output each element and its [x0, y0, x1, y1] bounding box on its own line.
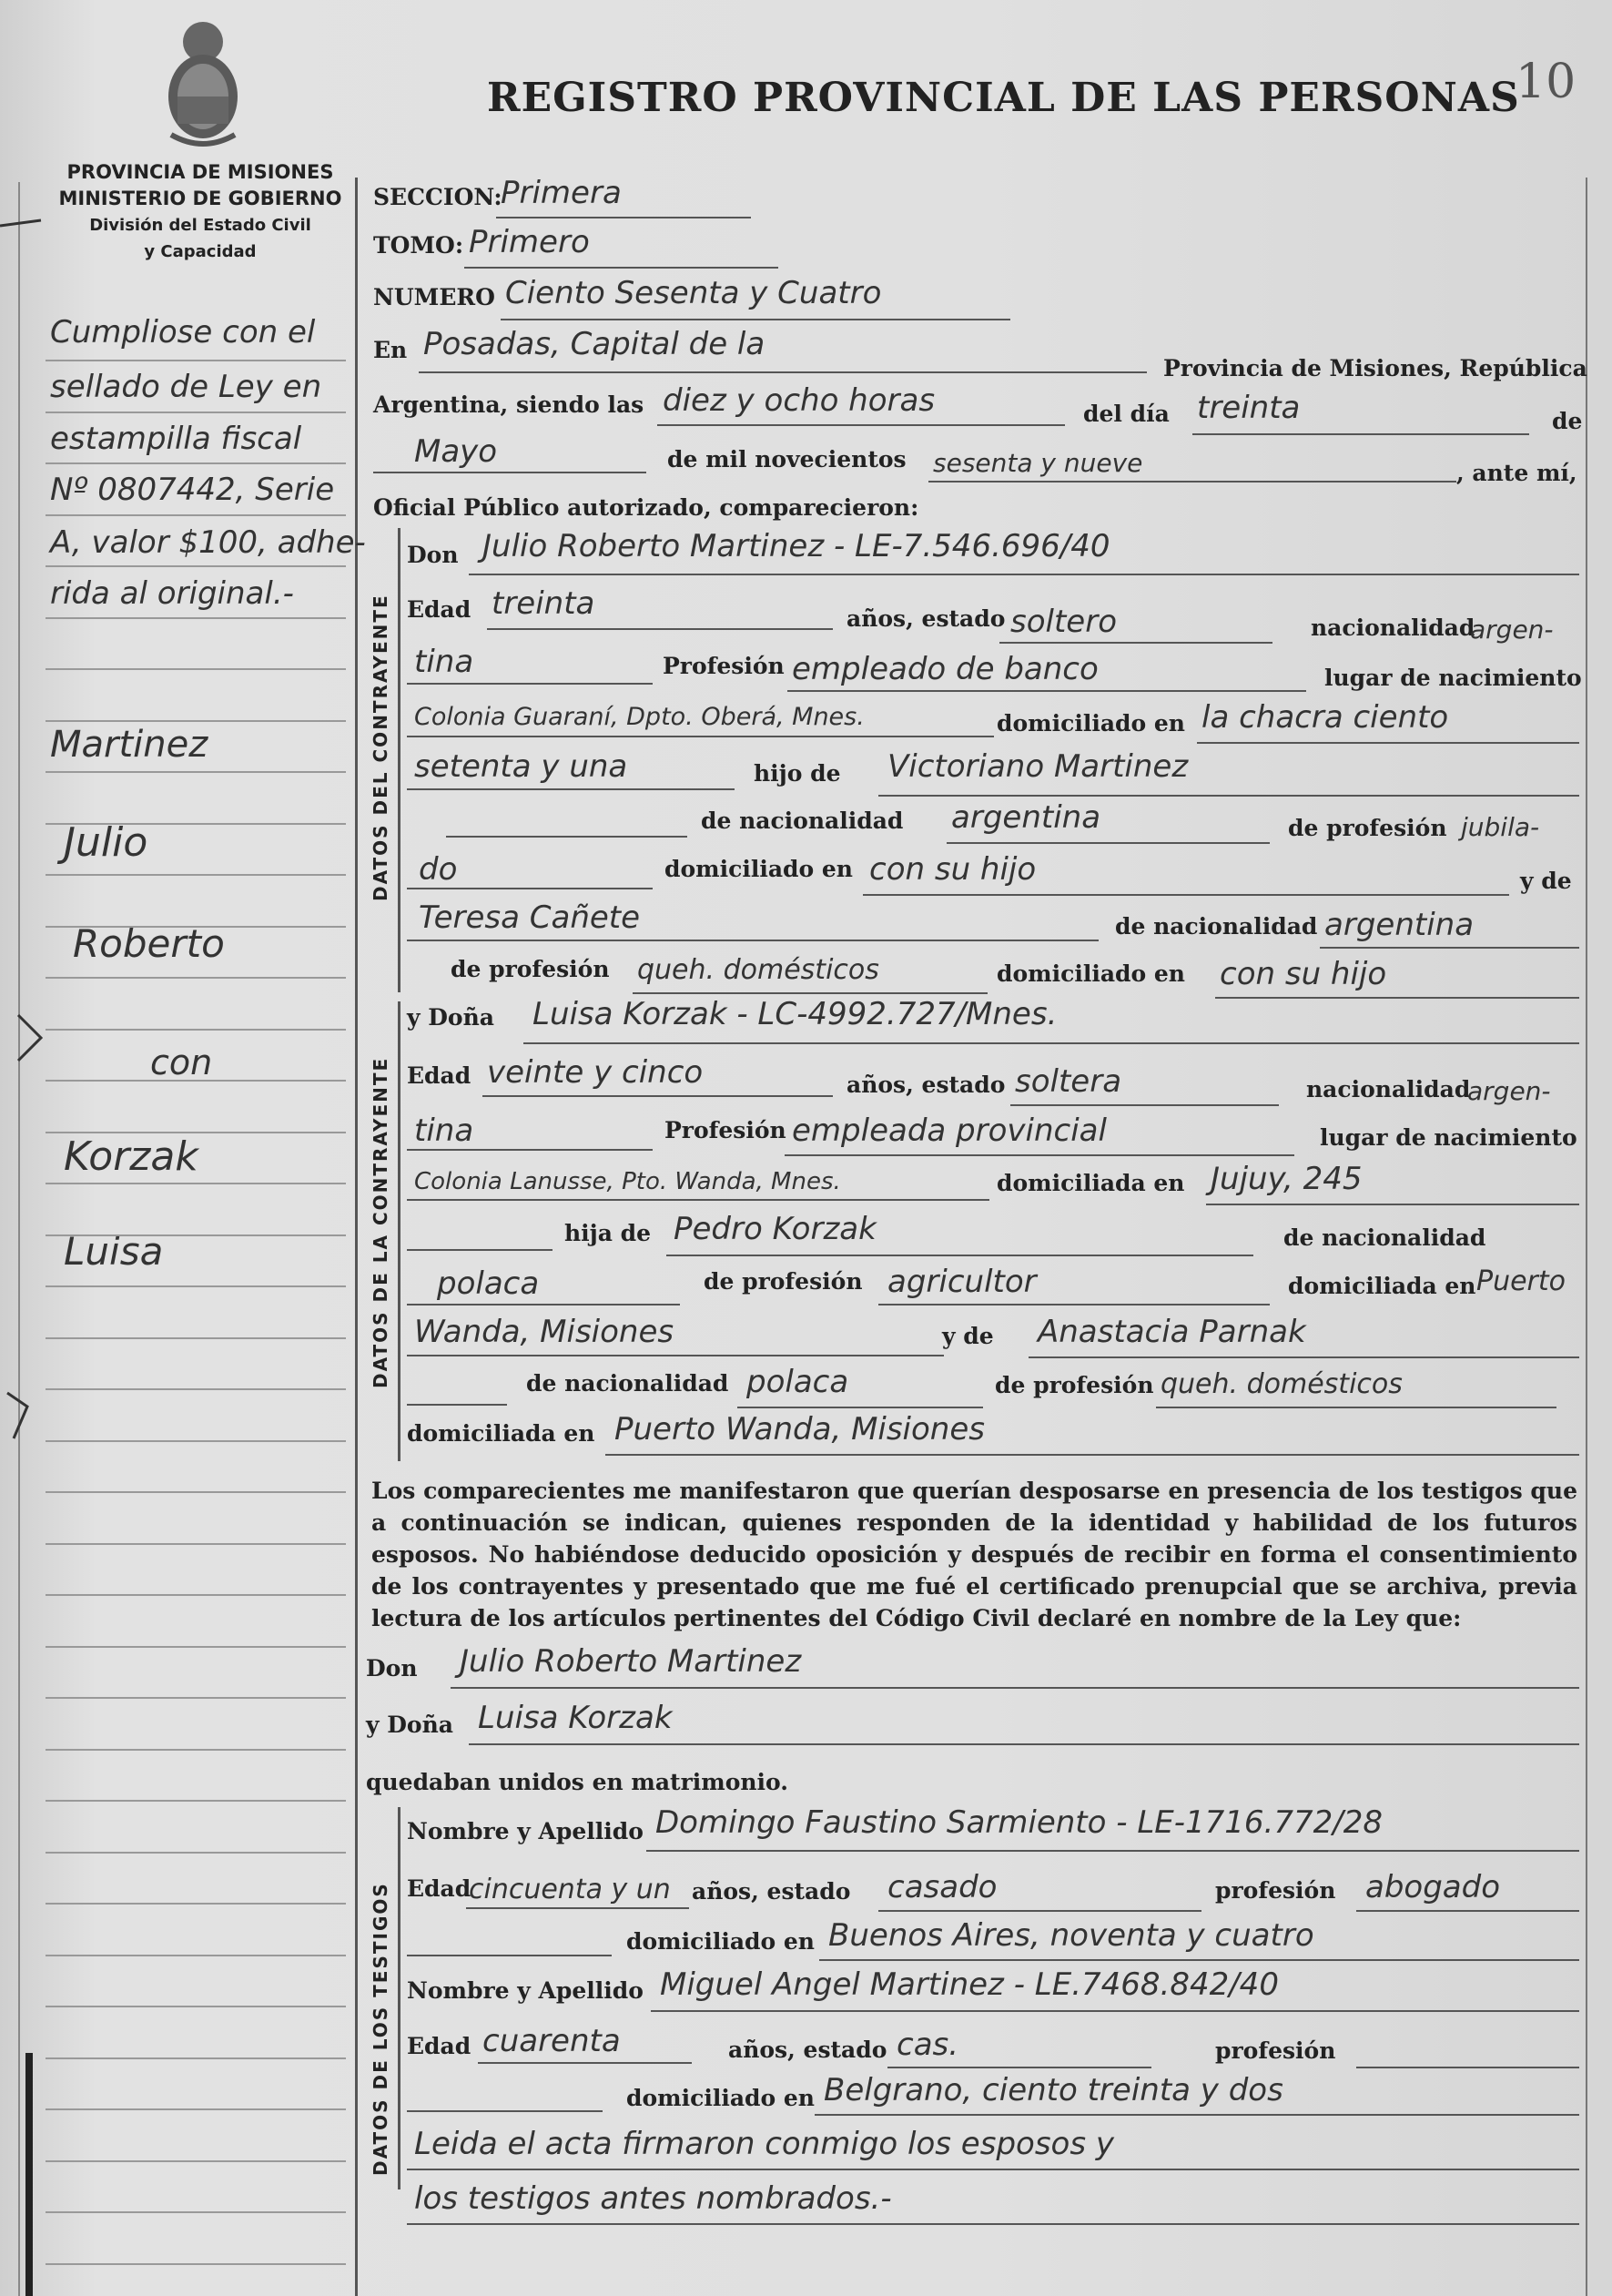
margin-ruled-line: [46, 823, 346, 825]
witness-section-label: DATOS DE LOS TESTIGOS: [370, 1882, 391, 2176]
underline: [878, 1910, 1201, 1912]
estado-label-4: años, estado: [728, 2037, 887, 2063]
en-label: En: [373, 337, 408, 363]
margin-ruled-line: [46, 1440, 346, 1442]
underline: [657, 424, 1065, 426]
underline: [947, 842, 1270, 844]
groom-section-border: [398, 528, 400, 992]
margin-note: A, valor $100, adhe-: [50, 524, 366, 561]
bride-mother-value: Anastacia Parnak: [1038, 1314, 1306, 1350]
domiciliada-label-3: domiciliada en: [407, 1420, 595, 1447]
don-label: Don: [407, 542, 459, 568]
underline: [419, 371, 1147, 373]
de-nacionalidad-label-2: de nacionalidad: [1115, 913, 1318, 940]
margin-name: Korzak: [64, 1133, 198, 1180]
bride-nationality-cont: tina: [414, 1112, 474, 1149]
margin-ruled-line: [46, 2057, 346, 2059]
tomo-label: TOMO:: [373, 232, 464, 259]
underline: [469, 574, 1579, 575]
underline: [407, 1304, 680, 1305]
underline: [407, 788, 735, 790]
underline: [815, 2114, 1579, 2116]
groom-address-cont: setenta y una: [414, 748, 628, 785]
groom-father-value: Victoriano Martinez: [887, 748, 1189, 785]
y-de-label-2: y de: [942, 1323, 994, 1349]
underline: [482, 1095, 833, 1097]
underline: [407, 940, 1099, 941]
y-dona-label-2: y Doña: [366, 1712, 453, 1738]
margin-ruled-line: [46, 462, 346, 464]
margin-ruled-line: [46, 977, 346, 979]
estado-label-2: años, estado: [847, 1072, 1006, 1098]
margin-ruled-line: [46, 1388, 346, 1390]
closing-line-2: los testigos antes nombrados.-: [414, 2180, 892, 2217]
de-profesion-label-4: de profesión: [995, 1372, 1154, 1398]
groom-nationality-value: argen-: [1470, 615, 1554, 645]
domiciliado-label-4: domiciliado en: [626, 1928, 815, 1955]
underline: [1356, 1910, 1579, 1912]
groom-mother-nationality: argentina: [1324, 907, 1475, 943]
underline: [785, 1154, 1294, 1156]
underline: [469, 1743, 1579, 1745]
underline: [1197, 742, 1579, 744]
bride-mother-address: Puerto Wanda, Misiones: [614, 1411, 985, 1448]
margin-ruled-line: [46, 1955, 346, 1956]
underline: [496, 217, 751, 218]
margin-name: Roberto: [73, 921, 225, 966]
margin-ruled-line: [46, 1543, 346, 1545]
estado-label: años, estado: [847, 605, 1006, 632]
witness1-address: Buenos Aires, noventa y cuatro: [828, 1917, 1314, 1954]
groom-mother-address: con su hijo: [1220, 956, 1387, 992]
groom-nationality-cont: tina: [414, 644, 474, 680]
margin-name: Martinez: [50, 724, 208, 766]
groom-address-value: la chacra ciento: [1201, 699, 1449, 736]
binding-mark: [25, 2053, 33, 2296]
underline: [407, 1355, 944, 1356]
underline: [466, 1907, 689, 1909]
bride-section-border: [398, 1001, 400, 1461]
declaration-paragraph: Los comparecientes me manifestaron que querían desposarse en presencia de los testigos que a continuación se indican, quienes responden de la identidad y habilidad de los futuros esposos. No habiéndose deducido oposición y después de recibir en forma el consentimiento de los contrayentes y presentado que me fué el certificado prenupcial que se archiva, previa lectura de los artículos pertinentes del Código Civil declaré en nombre de la Ley que:: [371, 1478, 1577, 1631]
underline: [407, 2110, 603, 2112]
underline: [407, 1955, 612, 1956]
de-profesion-label-3: de profesión: [704, 1268, 863, 1295]
underline: [819, 1959, 1579, 1961]
margin-ruled-line: [46, 617, 346, 619]
witness2-name: Miguel Angel Martinez - LE.7468.842/40: [660, 1966, 1279, 2003]
margin-ruled-line: [46, 1491, 346, 1493]
lugar-nac-label: lugar de nacimiento: [1324, 665, 1582, 691]
nacionalidad-label: nacionalidad: [1311, 615, 1475, 641]
margin-ruled-line: [46, 668, 346, 670]
de-profesion-label-2: de profesión: [451, 956, 610, 982]
margin-ticks: [0, 200, 55, 1475]
groom-birthplace-value: Colonia Guaraní, Dpto. Oberá, Mnes.: [414, 703, 865, 731]
groom-father-profession: jubila-: [1461, 812, 1540, 842]
underline: [633, 992, 988, 994]
coat-of-arms-seal: [153, 16, 253, 153]
margin-name: Julio: [64, 819, 148, 866]
margin-ruled-line: [46, 2263, 346, 2265]
edad-label-4: Edad: [407, 2033, 471, 2059]
margin-ruled-line: [46, 2160, 346, 2162]
profesion-label-3: profesión: [1215, 1877, 1336, 1904]
groom-father-address: con su hijo: [869, 851, 1037, 888]
de-mil-label: de mil novecientos: [667, 446, 907, 472]
margin-ruled-line: [46, 1132, 346, 1133]
argentina-label: Argentina, siendo las: [373, 391, 644, 418]
margin-ruled-line: [46, 1029, 346, 1031]
bride-father-profession: agricultor: [887, 1264, 1037, 1300]
margin-ruled-line: [46, 874, 346, 876]
margin-note: rida al original.-: [50, 575, 294, 612]
underline: [787, 690, 1306, 692]
ante-mi-label: , ante mí,: [1456, 460, 1577, 486]
bride-father-address: Puerto: [1476, 1265, 1566, 1297]
underline: [523, 1042, 1579, 1044]
declared-groom: Julio Roberto Martinez: [460, 1643, 802, 1680]
province-name: PROVINCIA DE MISIONES: [66, 161, 334, 183]
underline: [1356, 2067, 1579, 2068]
margin-ruled-line: [46, 2006, 346, 2007]
witness2-address: Belgrano, ciento treinta y dos: [824, 2072, 1283, 2108]
witness1-age: cincuenta y un: [469, 1874, 671, 1905]
underline: [878, 795, 1579, 797]
groom-status-value: soltero: [1010, 604, 1117, 640]
underline: [651, 2010, 1579, 2012]
bride-age-value: veinte y cinco: [487, 1054, 704, 1091]
underline: [407, 2223, 1579, 2225]
hora-value: diez y ocho horas: [663, 382, 936, 419]
domiciliada-label: domiciliada en: [997, 1170, 1185, 1196]
numero-label: NUMERO: [373, 284, 495, 310]
margin-ruled-line: [46, 1594, 346, 1596]
margin-name: con: [150, 1042, 213, 1082]
bride-birthplace-value: Colonia Lanusse, Pto. Wanda, Mnes.: [414, 1168, 841, 1195]
underline: [1320, 947, 1579, 949]
underline: [501, 319, 1010, 320]
underline: [407, 2169, 1579, 2170]
division-name: División del Estado Civil: [89, 216, 311, 235]
margin-ruled-line: [46, 1285, 346, 1287]
margin-ruled-line: [46, 2108, 346, 2110]
hija-de-label: hija de: [564, 1220, 652, 1246]
closing-line-1: Leida el acta firmaron conmigo los esposos y: [414, 2126, 1114, 2162]
margin-note: Cumpliose con el: [50, 314, 316, 350]
bride-section-label: DATOS DE LA CONTRAYENTE: [370, 1056, 391, 1388]
bride-address-value: Jujuy, 245: [1211, 1161, 1363, 1197]
witness1-name: Domingo Faustino Sarmiento - LE-1716.772/28: [655, 1804, 1383, 1841]
bride-mother-profession: queh. domésticos: [1161, 1368, 1403, 1400]
underline: [407, 1249, 553, 1251]
margin-ruled-line: [46, 1903, 346, 1905]
bride-profession-value: empleada provincial: [792, 1112, 1107, 1149]
underline: [407, 1404, 507, 1406]
provincia-label: Provincia de Misiones, República: [1163, 355, 1587, 381]
quedaban-label: quedaban unidos en matrimonio.: [366, 1769, 788, 1795]
del-dia-label: del día: [1083, 401, 1170, 427]
seccion-label: SECCION:: [373, 184, 502, 210]
bride-father-value: Pedro Korzak: [674, 1211, 877, 1247]
bride-father-nationality: polaca: [437, 1265, 540, 1302]
edad-label-2: Edad: [407, 1062, 471, 1089]
de-profesion-label: de profesión: [1288, 815, 1447, 841]
underline: [407, 683, 653, 685]
underline: [646, 1850, 1579, 1852]
profesion-label-2: Profesión: [664, 1117, 786, 1143]
de-label: de: [1552, 408, 1583, 434]
underline: [1156, 1407, 1556, 1408]
margin-ruled-line: [46, 1749, 346, 1751]
witness2-age: cuarenta: [482, 2023, 621, 2059]
domiciliado-label-2: domiciliado en: [664, 856, 853, 882]
bride-status-value: soltera: [1015, 1063, 1122, 1100]
underline: [863, 894, 1509, 896]
bride-father-address-cont: Wanda, Misiones: [414, 1314, 674, 1350]
witness-section-border: [398, 1807, 400, 2189]
profesion-label: Profesión: [663, 653, 785, 679]
margin-note: Nº 0807442, Serie: [50, 472, 335, 508]
y-dona-label: y Doña: [407, 1004, 494, 1031]
margin-ruled-line: [46, 360, 346, 361]
domiciliada-label-2: domiciliada en: [1288, 1273, 1476, 1299]
profesion-label-4: profesión: [1215, 2037, 1336, 2064]
groom-age-value: treinta: [492, 585, 595, 622]
margin-ruled-line: [46, 1697, 346, 1699]
underline: [1029, 1356, 1579, 1358]
underline: [1010, 1104, 1279, 1106]
anio-value: sesenta y nueve: [933, 448, 1143, 478]
margin-ruled-line: [46, 1234, 346, 1236]
witness2-status: cas.: [897, 2027, 959, 2063]
en-value: Posadas, Capital de la: [423, 326, 765, 362]
underline: [666, 1255, 1253, 1256]
margin-ruled-line: [46, 2211, 346, 2213]
right-border: [1586, 178, 1587, 2296]
underline: [407, 1149, 653, 1151]
margin-note: estampilla fiscal: [50, 421, 302, 457]
underline: [373, 472, 646, 473]
margin-ruled-line: [46, 411, 346, 413]
groom-father-profession-cont: do: [419, 851, 458, 888]
de-nacionalidad-label-4: de nacionalidad: [526, 1370, 729, 1397]
underline: [1206, 1204, 1579, 1205]
tomo-value: Primero: [469, 224, 590, 260]
underline: [446, 836, 687, 838]
lugar-nac-label-2: lugar de nacimiento: [1320, 1124, 1577, 1151]
underline: [1215, 997, 1579, 999]
domiciliado-label: domiciliado en: [997, 710, 1185, 737]
domiciliado-label-3: domiciliado en: [997, 960, 1185, 987]
de-nacionalidad-label-3: de nacionalidad: [1283, 1224, 1486, 1251]
margin-divider: [355, 178, 358, 2296]
underline: [464, 267, 778, 269]
witness1-status: casado: [887, 1869, 998, 1905]
nacionalidad-label-2: nacionalidad: [1306, 1076, 1471, 1102]
groom-mother-profession: queh. domésticos: [637, 954, 879, 986]
margin-ruled-line: [46, 1852, 346, 1854]
underline: [605, 1454, 1579, 1456]
groom-father-nationality: argentina: [951, 799, 1101, 836]
margin-ruled-line: [46, 1337, 346, 1339]
groom-profession-value: empleado de banco: [792, 651, 1099, 687]
estado-label-3: años, estado: [692, 1878, 851, 1905]
mes-value: Mayo: [414, 433, 498, 470]
margin-ruled-line: [46, 1080, 346, 1082]
margin-ruled-line: [46, 1183, 346, 1184]
underline: [407, 736, 994, 737]
underline: [928, 481, 1456, 483]
underline: [887, 2067, 1151, 2068]
margin-ruled-line: [46, 1646, 346, 1648]
nombre-label: Nombre y Apellido: [407, 1818, 644, 1844]
underline: [737, 1407, 983, 1408]
numero-value: Ciento Sesenta y Cuatro: [505, 275, 882, 311]
dia-value: treinta: [1197, 390, 1301, 426]
bride-name-value: Luisa Korzak - LC-4992.727/Mnes.: [532, 996, 1058, 1032]
margin-ruled-line: [46, 514, 346, 516]
margin-ruled-line: [46, 926, 346, 928]
margin-ruled-line: [46, 720, 346, 722]
seccion-value: Primera: [501, 175, 622, 211]
underline: [878, 1304, 1270, 1305]
margin-ruled-line: [46, 1800, 346, 1802]
page-title: REGISTRO PROVINCIAL DE LAS PERSONAS: [487, 75, 1520, 121]
witness1-profession: abogado: [1365, 1869, 1501, 1905]
underline: [407, 1199, 989, 1201]
edad-label-3: Edad: [407, 1875, 471, 1902]
groom-mother-value: Teresa Cañete: [419, 899, 641, 936]
bride-nationality-value: argen-: [1467, 1076, 1551, 1106]
margin-name: Luisa: [64, 1229, 164, 1274]
margin-ruled-line: [46, 565, 346, 567]
groom-section-label: DATOS DEL CONTRAYENTE: [370, 594, 391, 901]
issuer-block: [46, 159, 355, 265]
margin-note: sellado de Ley en: [50, 369, 322, 405]
underline: [451, 1687, 1579, 1689]
underline: [487, 628, 833, 630]
underline: [478, 2062, 692, 2064]
division-name-2: y Capacidad: [144, 242, 257, 261]
don-label-2: Don: [366, 1655, 418, 1681]
underline: [407, 888, 653, 889]
oficial-label: Oficial Público autorizado, comparecieron:: [373, 494, 919, 521]
page-number: 10: [1516, 55, 1577, 109]
ministry-name: MINISTERIO DE GOBIERNO: [58, 188, 342, 209]
margin-ruled-line: [46, 771, 346, 773]
hijo-de-label: hijo de: [754, 760, 841, 787]
domiciliado-label-5: domiciliado en: [626, 2085, 815, 2111]
y-de-label: y de: [1520, 868, 1572, 894]
groom-name-value: Julio Roberto Martinez - LE-7.546.696/40: [482, 528, 1110, 564]
edad-label: Edad: [407, 596, 471, 623]
declared-bride: Luisa Korzak: [478, 1700, 673, 1736]
underline: [1192, 433, 1529, 435]
de-nacionalidad-label: de nacionalidad: [701, 808, 904, 834]
bride-mother-nationality: polaca: [746, 1364, 849, 1400]
underline: [999, 642, 1272, 644]
nombre-label-2: Nombre y Apellido: [407, 1977, 644, 2004]
